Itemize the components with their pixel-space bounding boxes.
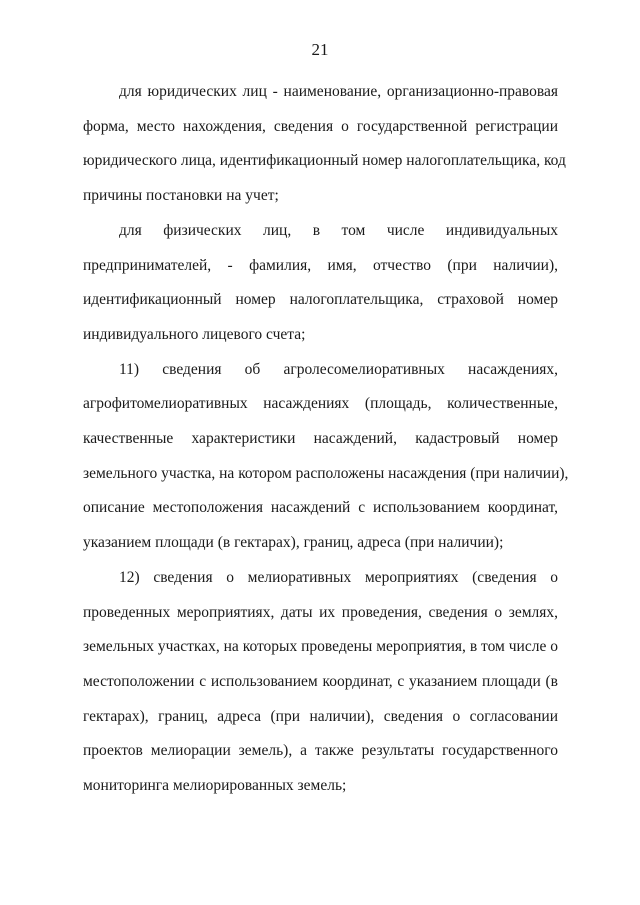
text-line: юридического лица, идентификационный номер налогоплательщика, код [83, 152, 566, 170]
paragraph-item-12 [83, 561, 558, 804]
text-line: предпринимателей, - фамилия, имя, отчество (при наличии), [83, 256, 558, 274]
text-line: проведенных мероприятиях, даты их проведения, сведения о землях, [83, 603, 558, 621]
paragraph-item-11 [83, 353, 569, 561]
text-line: индивидуального лицевого счета; [83, 325, 306, 343]
text-line: идентификационный номер налогоплательщика, страховой номер [83, 291, 558, 309]
text-line: мониторинга мелиорированных земель; [83, 777, 347, 795]
paragraph-individuals [83, 214, 558, 353]
text-line: для юридических лиц - наименование, организационно-правовая [119, 83, 558, 100]
text-line: для физических лиц, в том числе индивидуальных [119, 221, 558, 239]
text-line: гектарах), границ, адреса (при наличии), сведения о согласовании [83, 707, 558, 725]
text-line: описание местоположения насаждений с использованием координат, [83, 499, 558, 517]
document-body [83, 75, 569, 804]
text-line: земельного участка, на котором расположены насаждения (при наличии), [83, 464, 569, 482]
text-line: местоположении с использованием координат, с указанием площади (в [83, 672, 558, 690]
text-line: агрофитомелиоративных насаждениях (площадь, количественные, [83, 395, 558, 413]
text-line: 11) сведения об агролесомелиоративных насаждениях, [119, 360, 558, 378]
text-line: указанием площади (в гектарах), границ, адреса (при наличии); [83, 534, 504, 552]
text-line: причины постановки на учет; [83, 187, 279, 205]
page-number: 21 [311, 40, 329, 59]
paragraph-legal-entities [83, 75, 566, 214]
text-line: земельных участках, на которых проведены мероприятия, в том числе о [83, 638, 558, 656]
text-line: качественные характеристики насаждений, кадастровый номер [83, 430, 558, 448]
text-line: проектов мелиорации земель), а также результаты государственного [83, 742, 558, 760]
text-line: 12) сведения о мелиоративных мероприятиях (сведения о [119, 568, 558, 586]
text-line: форма, место нахождения, сведения о государственной регистрации [83, 117, 558, 135]
